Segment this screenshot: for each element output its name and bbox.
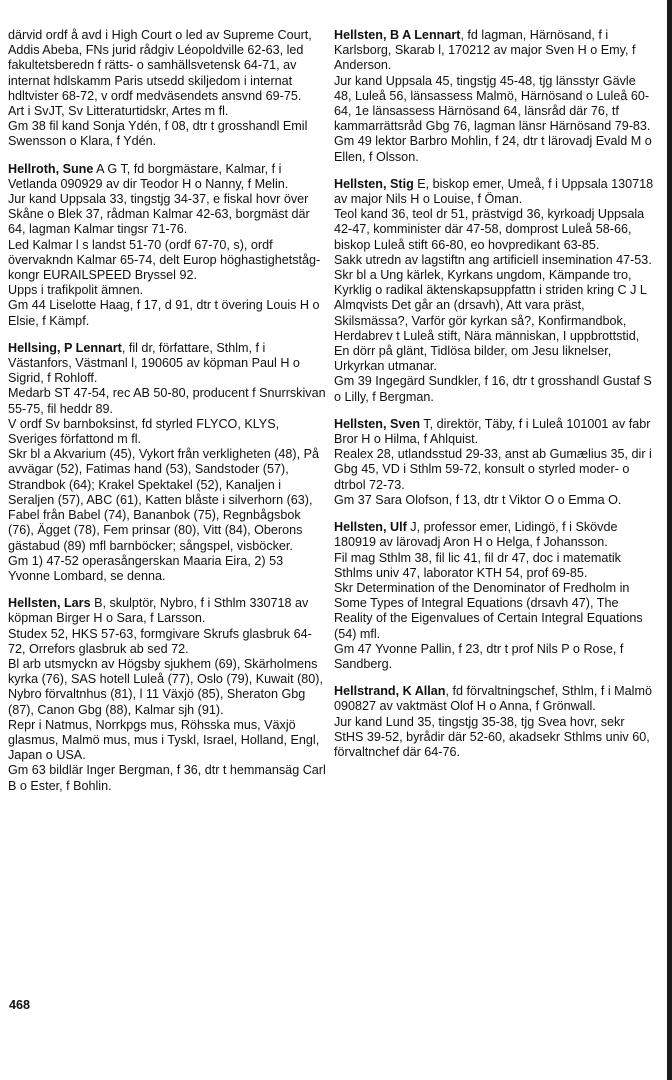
page-edge-shadow [667,0,672,1080]
entry-paragraph: därvid ordf å avd i High Court o led av Supreme Court, Addis Abeba, FNs jurid rådgiv Léopoldville 62-63, led fakultetsberedn f rätts- o samhällsvetensk 64-71, av internat hdlskamm Paris utsedd skiljedom i internat hdltvister 68-72, v ordf medväsendets ansvnd 69-75. [8,28,312,103]
page-number: 468 [9,998,31,1012]
entry-paragraph: V ordf Sv barnboksinst, fd styrled FLYCO, KLYS, Sveriges författond m fl. [8,416,280,447]
entry-intro: J, professor emer, Lidingö, f i Skövde 180919 av lärovadj Aron H o Helga, f Johansson. [334,520,618,550]
biography-entry [334,28,654,165]
entry-paragraph: Jur kand Uppsala 45, tingstjg 45-48, tjg länsstyr Gävle 48, Luleå 56, länsassess Malmö, Härnösand o Luleå 60-64, 1e länsassess Härnösand 64, länsråd där 76, tf kammarrättsråd Gbg 76, lagman länsr Härnösand 79-83. [334,73,651,134]
entry-intro: T, direktör, Täby, f i Luleå 101001 av fabr Bror H o Hilma, f Ahlquist. [334,416,651,447]
entry-name: Hellsten, Lars [8,596,91,611]
biography-entry [334,417,654,508]
entry-paragraph: Jur kand Lund 35, tingstjg 35-38, tjg Svea hovr, sekr StHS 39-52, byrådir där 52-60, akadsekr Sthlms univ 60, förvaltnchef där 64-76. [334,714,650,759]
biography-entry [334,520,654,672]
entry-name: Hellroth, Sune [8,161,94,176]
entry-intro: B, skulptör, Nybro, f i Sthlm 330718 av köpman Birger H o Sara, f Larsson. [8,596,309,626]
entry-header-line [8,162,326,192]
right-column [334,28,654,772]
entry-paragraph: Gm 1) 47-52 operasångerskan Maaria Eira, 2) 53 Yvonne Lombard, se denna. [8,553,284,583]
entry-header-line [334,177,654,207]
entry-paragraph: Skr Determination of the Denominator of Fredholm in Some Types of Integral Equations (drsavh 47), The Reality of the Eigenvalues of Certain Integral Equations (54) mfl. [334,580,643,641]
biography-entry [334,177,654,405]
entry-header-line [334,520,654,550]
biography-entry [334,684,654,760]
entry-paragraph: Bl arb utsmyckn av Högsby sjukhem (69), Skärholmens kyrka (76), SAS hotell Luleå (77), Oslo (79), Kuwait (80), Nybro förvaltnhus (81), l 11 Växjö (85), Sheraton Gbg (87), Canon Gbg (88), Kalmar sjh (91). [8,656,323,717]
entry-header-line [334,417,654,447]
entry-intro: A G T, fd borgmästare, Kalmar, f i Vetlanda 090929 av dir Teodor H o Nanny, f Melin. [8,161,289,191]
entry-paragraph: Upps i trafikpolit ämnen. [8,283,144,298]
entry-name: Hellstrand, K Allan [334,684,446,699]
entry-paragraph: Skr bl a Akvarium (45), Vykort från verkligheten (48), På avvägar (52), Fatimas hand (53), Sandstoder (57), Strandbok (64); Krakel Spektakel (52), Kanaljen i Seraljen (57), ABC (61), Katten blåste i silverhorn (63), Fabel från Babel (74), Bananbok (75), Regnbågsbok (76), Ägget (78), Fem prinsar (80), Vitt (84), Oberons gästabud (89) mfl barnböcker; sångspel, visböcker. [8,447,319,553]
biography-entry [8,596,326,794]
entry-paragraph: Sakk utredn av lagstiftn ang artificiell insemination 47-53. [334,252,652,267]
entry-intro: , fil dr, författare, Sthlm, f i Västanfors, Västmanl l, 190605 av köpman Paul H o Sigrid, f Rohloff. [8,340,300,386]
entry-intro: , fd lagman, Härnösand, f i Karlsborg, Skarab l, 170212 av major Sven H o Emy, f Anderson. [334,28,636,73]
entry-paragraph: Teol kand 36, teol dr 51, prästvigd 36, kyrkoadj Uppsala 42-47, komminister där 47-58, domprost Luleå 58-66, biskop Luleå stift 66-80, eo hovpredikant 63-85. [334,207,645,252]
left-column [8,28,326,806]
entry-paragraph: Repr i Natmus, Norrkpgs mus, Röhsska mus, Växjö glasmus, Malmö mus, mus i Tyskl, Israel, Holland, Engl, Japan o USA. [8,717,320,763]
entry-paragraph: Gm 63 bildlär Inger Bergman, f 36, dtr t hemmansäg Carl B o Ester, f Bohlin. [8,763,326,793]
entry-paragraph: Medarb ST 47-54, rec AB 50-80, producent f Snurrskivan 55-75, fil heddr 89. [8,386,326,416]
entry-name: Hellsten, B A Lennart [334,28,461,42]
entry-paragraph: Studex 52, HKS 57-63, formgivare Skrufs glasbruk 64-72, Orrefors glasbruk ab sed 72. [8,626,312,656]
entry-paragraph: Gm 49 lektor Barbro Mohlin, f 24, dtr t lärovadj Evald M o Ellen, f Olsson. [334,134,652,164]
biography-entry [8,28,326,150]
entry-paragraph: Realex 28, utlandsstud 29-33, anst ab Gumælius 35, dir i Gbg 45, VD i Sthlm 59-72, konsult o styrled moder- o dtrbol 72-73. [334,447,652,492]
entry-name: Hellsten, Stig [334,176,414,191]
entry-paragraph: Gm 44 Liselotte Haag, f 17, d 91, dtr t övering Louis H o Elsie, f Kämpf. [8,298,320,328]
entry-paragraph: Skr bl a Ung kärlek, Kyrkans ungdom, Kämpande tro, Kyrklig o radikal äktenskapsuppfattn i striden kring C J L Almqvists Det går an (drsavh), Att vara präst, Skilsmässa?, Varför gör kyrkan så?, Konfirmandbok, Herdabrev t Luleå stift, Nära människan, I uppbrottstid, En dörr på glänt, Tidlösa bilder, om Jesu liknelser, Urkyrkan utmanar. [334,268,647,374]
entry-header-line [8,341,326,387]
entry-name: Hellsing, P Lennart [8,340,122,355]
entry-header-line [8,596,326,626]
biography-entry [8,162,326,329]
entry-intro: E, biskop emer, Umeå, f i Uppsala 130718 av major Nils H o Louise, f Öman. [334,176,654,207]
entry-paragraph: Gm 37 Sara Olofson, f 13, dtr t Viktor O o Emma O. [334,492,622,507]
entry-paragraph: Gm 39 Ingegärd Sundkler, f 16, dtr t grosshandl Gustaf S o Lilly, f Bergman. [334,374,652,404]
entry-paragraph: Led Kalmar l s landst 51-70 (ordf 67-70, s), ordf övervakndn Kalmar 65-74, delt Europ höghastighetstågkongr EURAILSPEED Bryssel 92. [8,237,321,283]
entry-paragraph: Fil mag Sthlm 38, fil lic 41, fil dr 47, doc i matematik Sthlms univ 47, laborator KTH 54, prof 69-85. [334,550,621,580]
entry-header-line [334,684,654,714]
entry-paragraph: Jur kand Uppsala 33, tingstjg 34-37, e fiskal hovr över Skåne o Blek 37, rådman Kalmar 42-63, borgmäst där 64, lagman Kalmar tingsr 71-76. [8,192,310,237]
entry-paragraph: Art i SvJT, Sv Litteraturtidskr, Artes m fl. [8,104,229,119]
entry-paragraph: Gm 38 fil kand Sonja Ydén, f 08, dtr t grosshandl Emil Swensson o Klara, f Ydén. [8,119,308,149]
entry-name: Hellsten, Ulf [334,520,407,535]
entry-header-line [334,28,654,74]
biography-entry [8,341,326,584]
entry-intro: , fd förvaltningschef, Sthlm, f i Malmö 090827 av vaktmäst Olof H o Anna, f Grönwall. [334,684,652,714]
entry-name: Hellsten, Sven [334,416,421,431]
entry-paragraph: Gm 47 Yvonne Pallin, f 23, dtr t prof Nils P o Rose, f Sandberg. [334,641,624,671]
